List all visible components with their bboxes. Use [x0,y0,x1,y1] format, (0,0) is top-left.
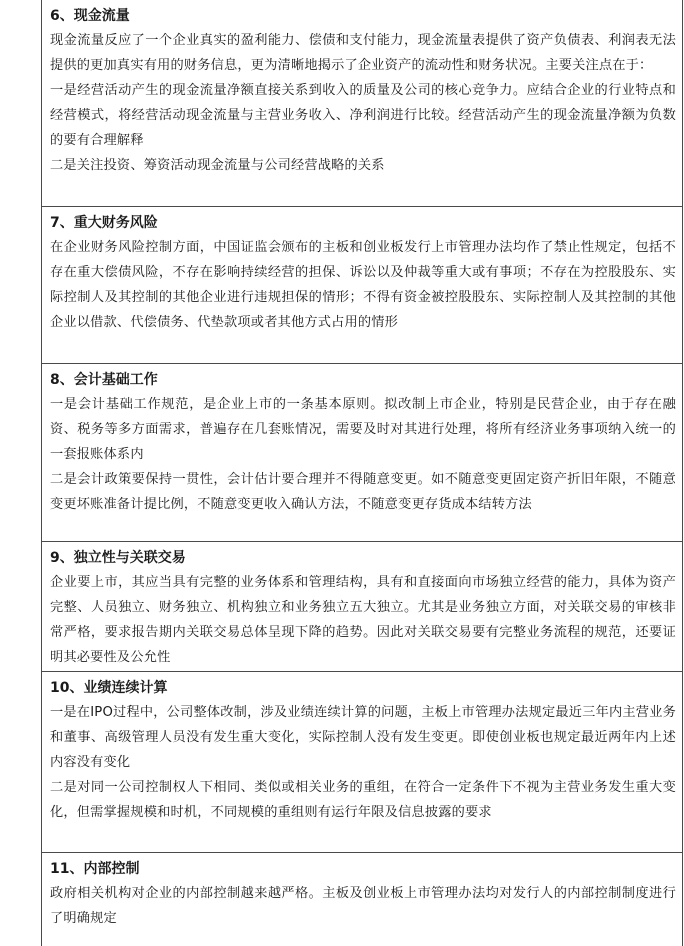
section-heading: 6、现金流量 [50,8,130,24]
section-paragraph: 一是在IPO过程中，公司整体改制，涉及业绩连续计算的问题，主板上市管理办法规定最近三年内主营业务和董事、高级管理人员没有发生重大变化，实际控制人没有发生变更。即使创业板也规定最近两年内上述内容没有变化 [50,705,676,770]
section-paragraph: 现金流量反应了一个企业真实的盈利能力、偿债和支付能力，现金流量表提供了资产负债表、利润表无法提供的更加真实有用的财务信息，更为清晰地揭示了企业资产的流动性和财务状况。主要关注点在于： [50,33,676,73]
section-major-financial-risk [42,207,682,364]
section-heading: 9、独立性与关联交易 [50,550,186,566]
section-internal-control [42,853,682,946]
section-heading: 10、业绩连续计算 [50,680,168,696]
section-paragraph: 企业要上市，其应当具有完整的业务体系和管理结构，具有和直接面向市场独立经营的能力，具体为资产完整、人员独立、财务独立、机构独立和业务独立五大独立。尤其是业务独立方面，对关联交易的审核非常严格，要求报告期内关联交易总体呈现下降的趋势。因此对关联交易要有完整业务流程的规范，还要证明其必要性及公允性 [50,575,676,665]
section-heading: 8、会计基础工作 [50,372,158,388]
section-heading: 7、重大财务风险 [50,215,158,231]
section-independence-related-transactions [42,542,682,672]
section-paragraph: 二是会计政策要保持一贯性，会计估计要合理并不得随意变更。如不随意变更固定资产折旧年限，不随意变更坏账准备计提比例，不随意变更收入确认方法，不随意变更存货成本结转方法 [50,472,676,512]
content-table [42,0,683,946]
section-heading: 11、内部控制 [50,861,140,877]
table-left-column [0,0,42,946]
section-paragraph: 政府相关机构对企业的内部控制越来越严格。主板及创业板上市管理办法均对发行人的内部控制制度进行了明确规定 [50,886,676,926]
section-cash-flow [42,0,682,207]
section-paragraph: 一是会计基础工作规范，是企业上市的一条基本原则。拟改制上市企业，特别是民营企业，由于存在融资、税务等多方面需求，普遍存在几套账情况，需要及时对其进行处理，将所有经济业务事项纳入统一的一套报账体系内 [50,397,676,462]
section-paragraph: 二是关注投资、筹资活动现金流量与公司经营战略的关系 [50,158,385,173]
section-paragraph: 二是对同一公司控制权人下相同、类似或相关业务的重组，在符合一定条件下不视为主营业务发生重大变化，但需掌握规模和时机，不同规模的重组则有运行年限及信息披露的要求 [50,780,676,820]
section-paragraph: 一是经营活动产生的现金流量净额直接关系到收入的质量及公司的核心竞争力。应结合企业的行业特点和经营模式，将经营活动现金流量与主营业务收入、净利润进行比较。经营活动产生的现金流量净额为负数的要有合理解释 [50,83,676,148]
section-performance-continuity [42,672,682,853]
section-paragraph: 在企业财务风险控制方面，中国证监会颁布的主板和创业板发行上市管理办法均作了禁止性规定，包括不存在重大偿债风险，不存在影响持续经营的担保、诉讼以及仲裁等重大或有事项；不存在为控股股东、实际控制人及其控制的其他企业进行违规担保的情形；不得有资金被控股股东、实际控制人及其控制的其他企业以借款、代偿债务、代垫款项或者其他方式占用的情形 [50,240,676,330]
section-accounting-basics [42,364,682,542]
